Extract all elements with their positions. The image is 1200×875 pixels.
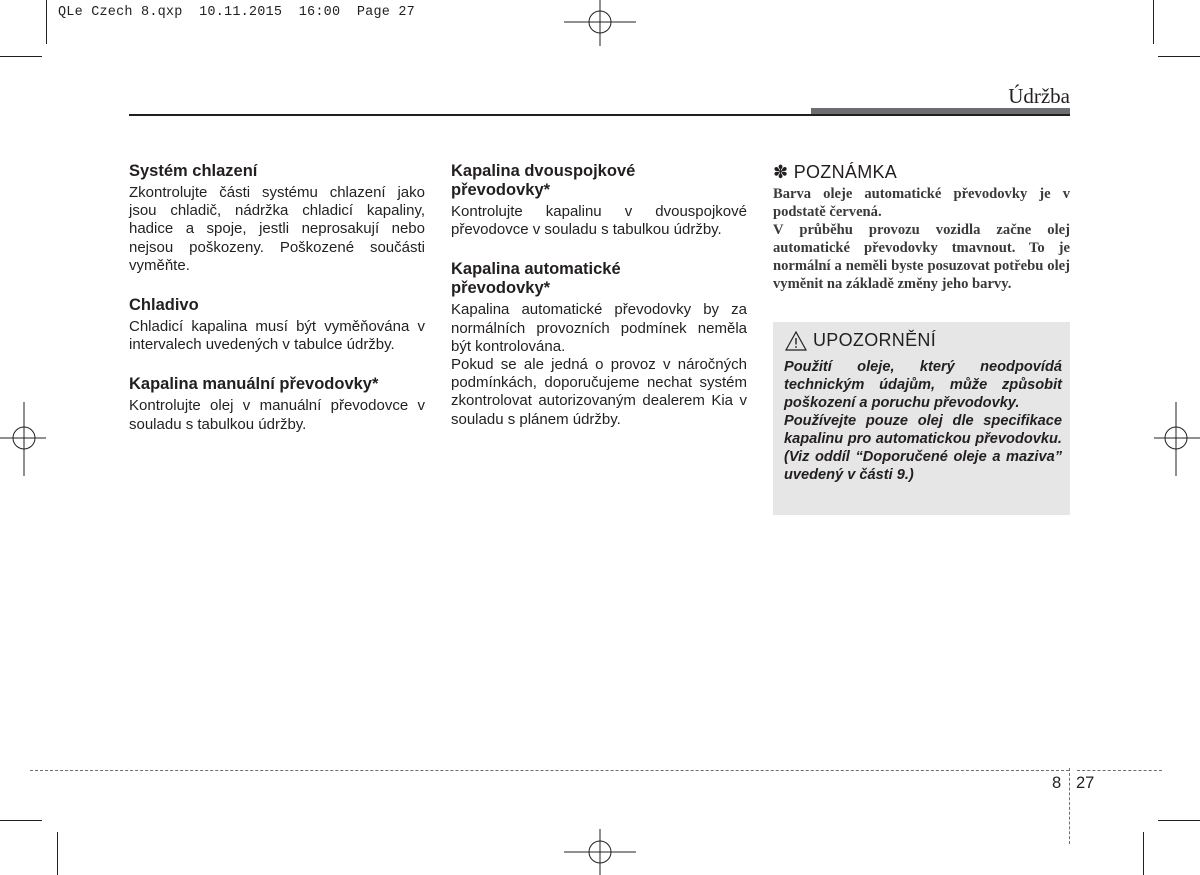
section-text: Kontrolujte olej v manuální převodovce v souladu s tabulkou údržby. (129, 397, 425, 433)
section-heading: Kapalina manuální převodovky* (129, 375, 379, 394)
caution-body (784, 358, 1062, 484)
caution-box (773, 322, 1070, 515)
section-text: Zkontrolujte části systému chlazení jako jsou chladič, nádržka chladicí kapaliny, hadice a spoje, jestli neprosakují nebo nejsou poškozeny. Poškozené součásti vyměňte. (129, 184, 425, 274)
note-box (773, 162, 1070, 293)
registration-mark-right (1150, 400, 1200, 480)
caution-heading (785, 330, 936, 351)
section-heading-line: Kapalina dvouspojkové (451, 162, 636, 180)
footer-dashed-rule-right (1077, 770, 1162, 771)
note-text: V průběhu provozu vozidla začne olej automatické převodovky tmavnout. To je normální a neměli byste posuzovat potřebu olej vyměnit na základě změny jeho barvy. (773, 221, 1070, 292)
footer-page-number: 27 (1076, 774, 1095, 792)
caution-text: Použití oleje, který neodpovídá technickým údajům, může způsobit poškození a poruchu převodovky. (784, 359, 1062, 411)
section-heading: Systém chlazení (129, 162, 258, 180)
section-heading-line: převodovky* (451, 181, 551, 199)
note-heading (773, 162, 1070, 183)
registration-mark-top (560, 0, 640, 50)
print-slug: QLe Czech 8.qxp 10.11.2015 16:00 Page 27 (58, 5, 415, 20)
note-asterisk-icon: ✽ (773, 162, 789, 182)
caution-text: Používejte pouze olej dle specifikace kapalinu pro automatickou převodovku. (Viz oddíl “Doporučené oleje a maziva” uvedený v části 9.) (784, 413, 1062, 483)
caution-title: UPOZORNĚNÍ (813, 330, 937, 350)
section-dual-clutch-transmission-fluid (451, 162, 747, 239)
section-heading-line: Kapalina automatické (451, 260, 621, 279)
note-title: POZNÁMKA (793, 162, 898, 182)
header-rule-thin (129, 114, 1070, 116)
section-text: Chladicí kapalina musí být vyměňována v intervalech uvedených v tabulce údržby. (129, 318, 425, 354)
note-text: Barva oleje automatické převodovky je v podstatě červená. (773, 186, 1070, 220)
section-cooling-system (129, 162, 425, 275)
registration-mark-bottom (560, 827, 640, 875)
section-manual-transmission-fluid (129, 375, 425, 433)
column-2 (451, 162, 747, 450)
footer-dashed-divider (1069, 768, 1070, 844)
footer-dashed-rule (30, 770, 1069, 771)
section-text: Pokud se ale jedná o provoz v náročných podmínkách, doporučujeme nechat systém zkontrolovat autorizovaným dealerem Kia v souladu s plánem údržby. (451, 356, 747, 428)
footer-chapter-number: 8 (1052, 774, 1062, 792)
section-text: Kontrolujte kapalinu v dvouspojkové převodovce v souladu s tabulkou údržby. (451, 203, 747, 239)
column-1 (129, 162, 425, 455)
registration-mark-left (0, 400, 50, 480)
section-heading-line: převodovky* (451, 279, 551, 298)
section-heading: Chladivo (129, 296, 199, 315)
section-automatic-transmission-fluid (451, 260, 747, 428)
section-coolant (129, 296, 425, 354)
warning-triangle-icon (785, 331, 807, 351)
section-text: Kapalina automatické převodovky by za normálních provozních podmínek neměla být kontrolována. (451, 301, 747, 355)
chapter-title: Údržba (1008, 84, 1070, 108)
section-heading (451, 260, 747, 298)
section-heading (451, 162, 747, 200)
